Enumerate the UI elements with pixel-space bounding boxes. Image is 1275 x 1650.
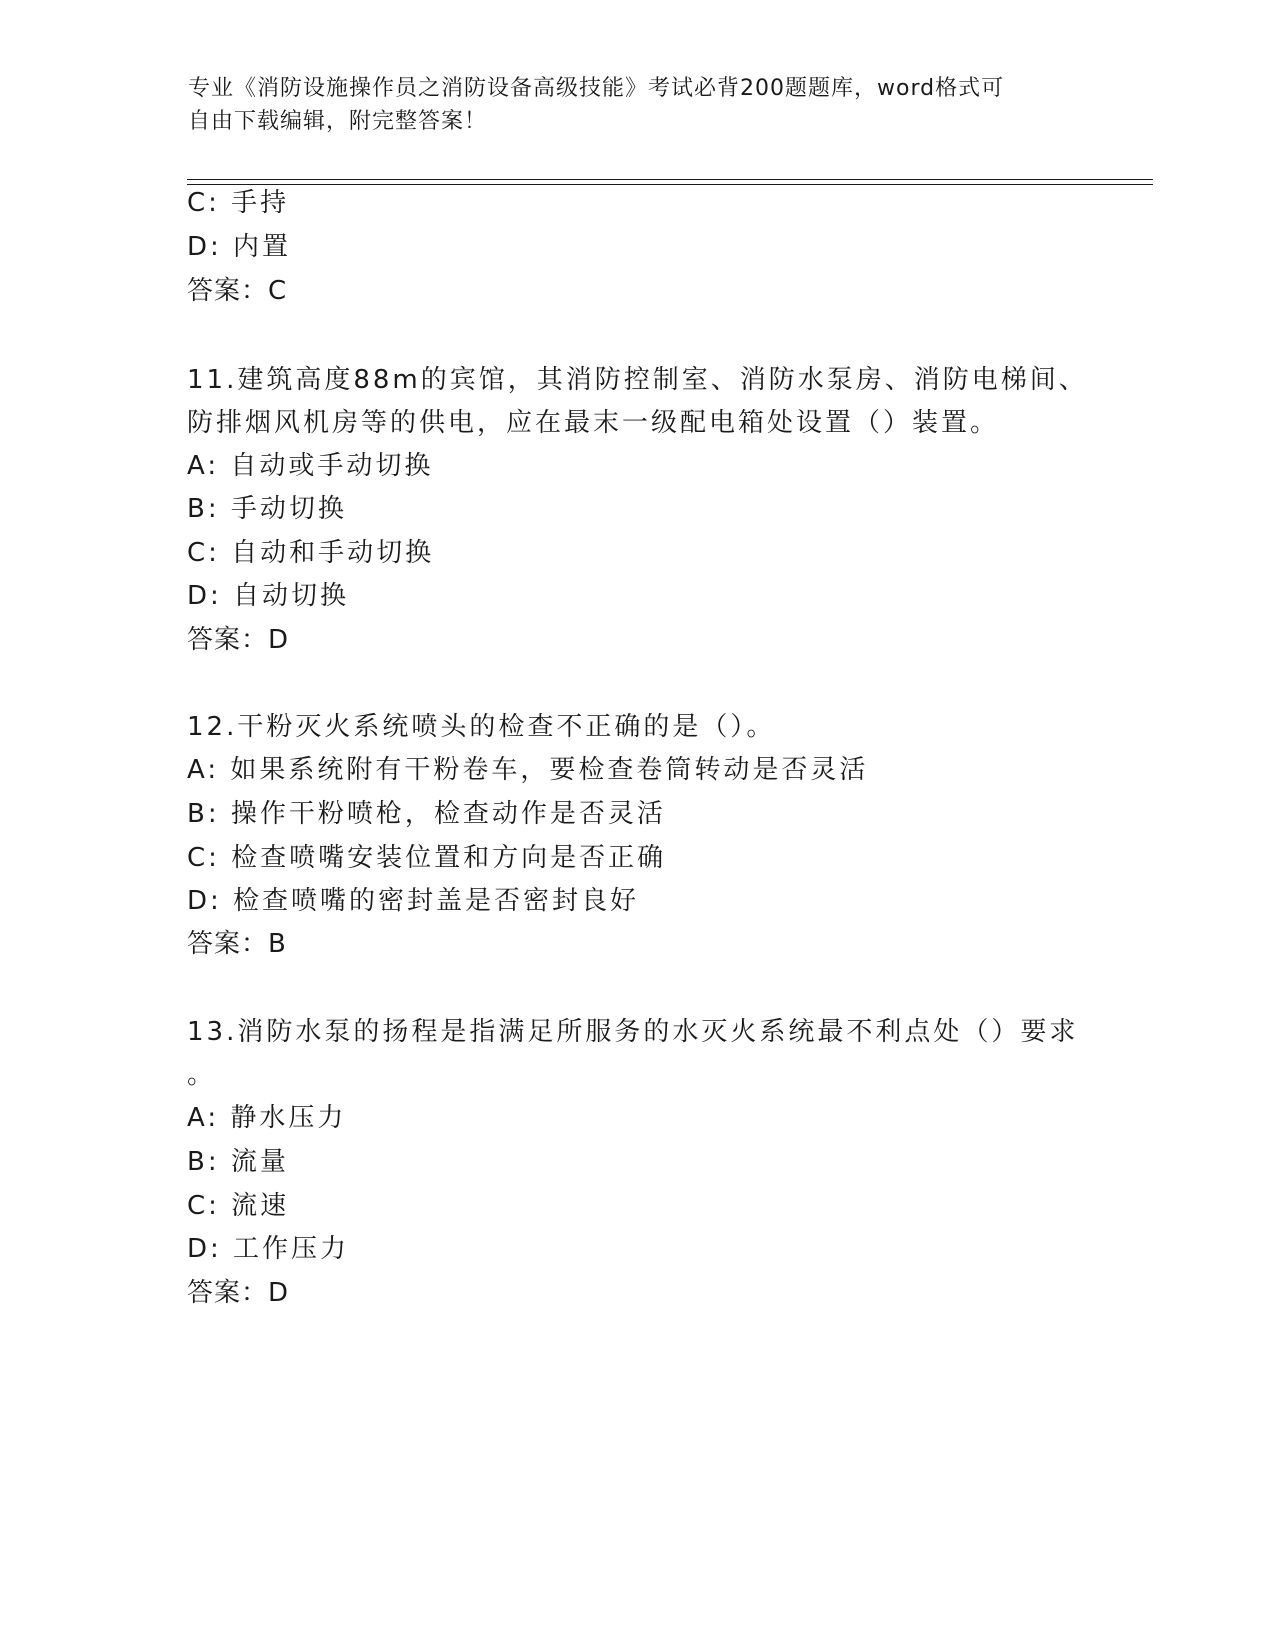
q12-option-b: B: 操作干粉喷枪，检查动作是否灵活 — [187, 799, 666, 829]
q13-option-c: C: 流速 — [187, 1191, 290, 1221]
q13-option-b: B: 流量 — [187, 1147, 289, 1177]
header-rule-bottom — [187, 184, 1153, 185]
prev-option-c: C: 手持 — [187, 188, 290, 218]
q12-option-a: A: 如果系统附有干粉卷车，要检查卷筒转动是否灵活 — [187, 755, 869, 785]
document-header — [188, 72, 1078, 138]
q13-stem-line-2: 。 — [187, 1060, 217, 1090]
q11-answer: 答案：D — [187, 625, 290, 655]
q13-option-a: A: 静水压力 — [187, 1103, 347, 1133]
q12-option-d: D: 检查喷嘴的密封盖是否密封良好 — [187, 886, 640, 916]
prev-option-d: D: 内置 — [187, 232, 292, 262]
q11-option-d: D: 自动切换 — [187, 581, 350, 611]
q13-stem-line-1: 13.消防水泵的扬程是指满足所服务的水灭火系统最不利点处（）要求 — [187, 1017, 1079, 1047]
prev-answer: 答案：C — [187, 276, 288, 306]
q12-stem-line-1: 12.干粉灭火系统喷头的检查不正确的是（）。 — [187, 712, 776, 742]
header-line-1: 专业《消防设施操作员之消防设备高级技能》考试必背200题题库，word格式可 — [188, 76, 1005, 101]
header-line-2: 自由下载编辑，附完整答案！ — [188, 109, 488, 134]
q12-answer: 答案：B — [187, 929, 287, 959]
q11-option-a: A: 自动或手动切换 — [187, 451, 434, 481]
header-rule-top — [187, 179, 1153, 180]
q12-option-c: C: 检查喷嘴安装位置和方向是否正确 — [187, 843, 667, 873]
q13-option-d: D: 工作压力 — [187, 1234, 350, 1264]
q11-stem-line-1: 11.建筑高度88m的宾馆，其消防控制室、消防水泵房、消防电梯间、 — [187, 365, 1088, 395]
q11-option-c: C: 自动和手动切换 — [187, 538, 435, 568]
q13-answer: 答案：D — [187, 1278, 290, 1308]
q11-stem-line-2: 防排烟风机房等的供电，应在最末一级配电箱处设置（）装置。 — [187, 408, 1000, 438]
q11-option-b: B: 手动切换 — [187, 494, 347, 524]
